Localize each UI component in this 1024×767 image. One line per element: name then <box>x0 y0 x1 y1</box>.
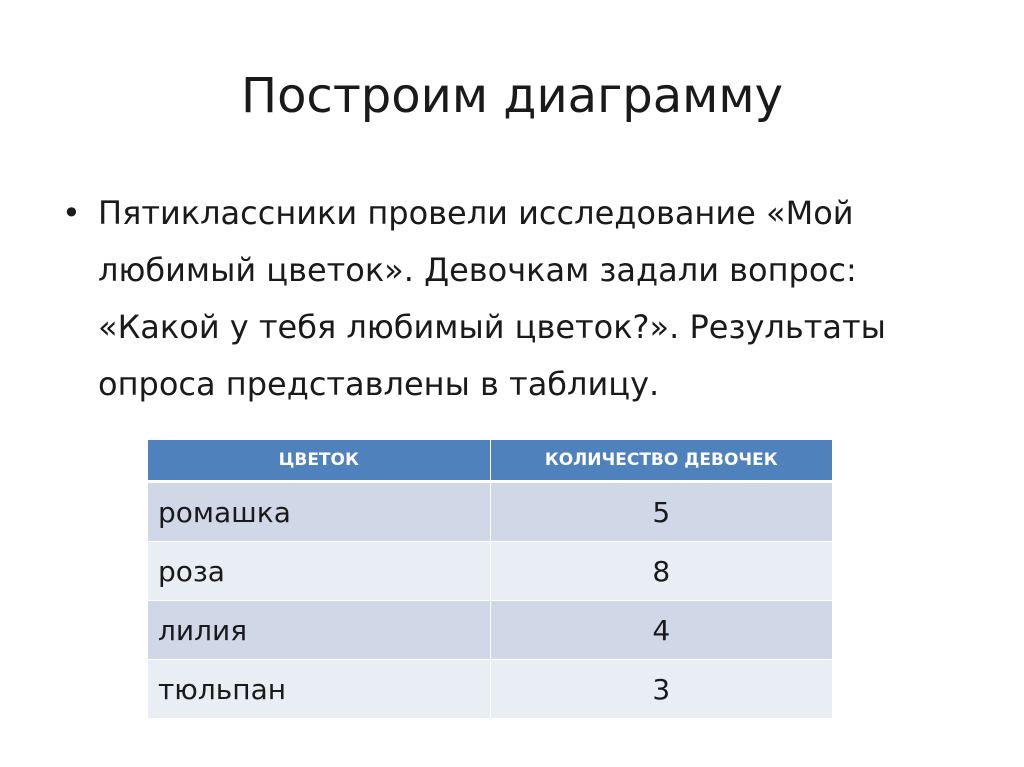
girl-count-cell: 3 <box>490 660 832 719</box>
table-row <box>148 482 832 542</box>
flower-survey-table <box>148 440 832 718</box>
bullet-text: Пятиклассники провели исследование «Мой любимый цветок». Девочкам задали вопрос: «Какой у тебя любимый цветок?». Результаты опроса представлены в таблицу. <box>98 194 886 403</box>
column-header-flower: ЦВЕТОК <box>148 440 490 482</box>
girl-count-cell: 8 <box>490 542 832 601</box>
flower-name-cell: ромашка <box>148 482 490 542</box>
flower-name-cell: роза <box>148 542 490 601</box>
girl-count-cell: 4 <box>490 601 832 660</box>
table-row <box>148 601 832 660</box>
table-row <box>148 660 832 719</box>
flower-name-cell: лилия <box>148 601 490 660</box>
table-header-row <box>148 440 832 482</box>
bullet-list <box>62 185 982 413</box>
flower-name-cell: тюльпан <box>148 660 490 719</box>
table-row <box>148 542 832 601</box>
bullet-marker-icon: • <box>62 194 81 232</box>
slide-title: Построим диаграмму <box>240 68 784 124</box>
girl-count-cell: 5 <box>490 482 832 542</box>
column-header-count: КОЛИЧЕСТВО ДЕВОЧЕК <box>490 440 832 482</box>
bullet-item <box>62 185 982 413</box>
